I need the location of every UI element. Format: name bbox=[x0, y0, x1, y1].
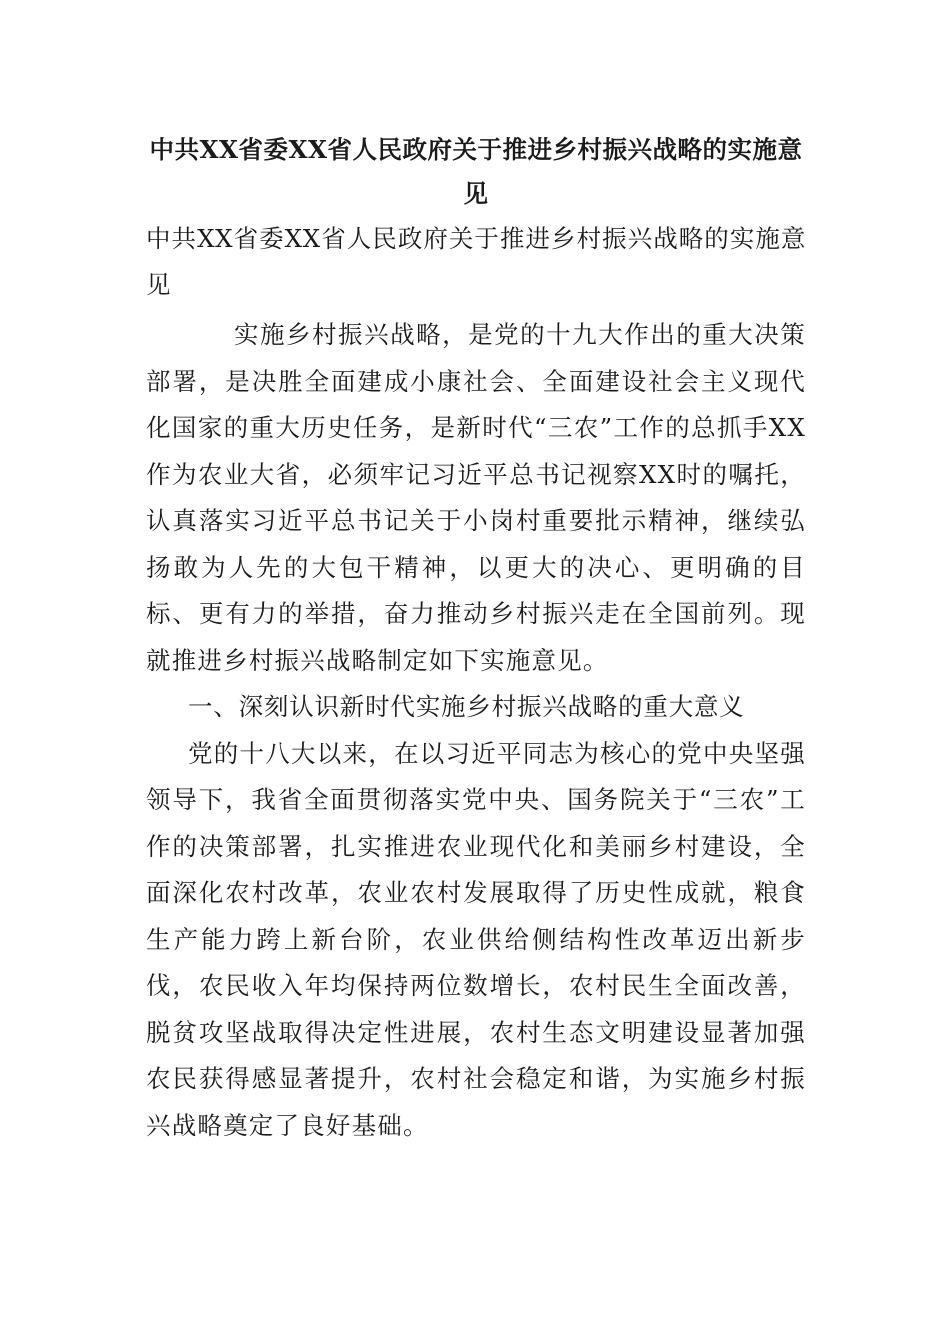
document-subtitle: 中共XX省委XX省人民政府关于推进乡村振兴战略的实施意见 bbox=[146, 224, 806, 299]
section-paragraph: 党的十八大以来，在以习近平同志为核心的党中央坚强领导下，我省全面贯彻落实党中央、国务院关于“三农”工作的决策部署，扎实推进农业现代化和美丽乡村建设，全面深化农村改革，农业农村发展取得了历史性成就，粮食生产能力跨上新台阶，农业供给侧结构性改革迈出新步伐，农民收入年均保持两位数增长，农村民生全面改善，脱贫攻坚战取得决定性进展，农村生态文明建设显著加强农民获得感显著提升，农村社会稳定和谐，为实施乡村振兴战略奠定了良好基础。 bbox=[146, 738, 806, 1140]
document-title: 中共XX省委XX省人民政府关于推进乡村振兴战略的实施意见 bbox=[149, 135, 803, 208]
document-page bbox=[146, 128, 806, 1149]
section-heading: 一、深刻认识新时代实施乡村振兴战略的重大意义 bbox=[188, 692, 745, 721]
intro-paragraph: 实施乡村振兴战略，是党的十九大作出的重大决策部署，是决胜全面建成小康社会、全面建设社会主义现代化国家的重大历史任务，是新时代“三农”工作的总抓手XX作为农业大省，必须牢记习近平总书记视察XX时的嘱托，认真落实习近平总书记关于小岗村重要批示精神，继续弘扬敢为人先的大包干精神，以更大的决心、更明确的目标、更有力的举措，奋力推动乡村振兴走在全国前列。现就推进乡村振兴战略制定如下实施意见。 bbox=[146, 320, 806, 675]
